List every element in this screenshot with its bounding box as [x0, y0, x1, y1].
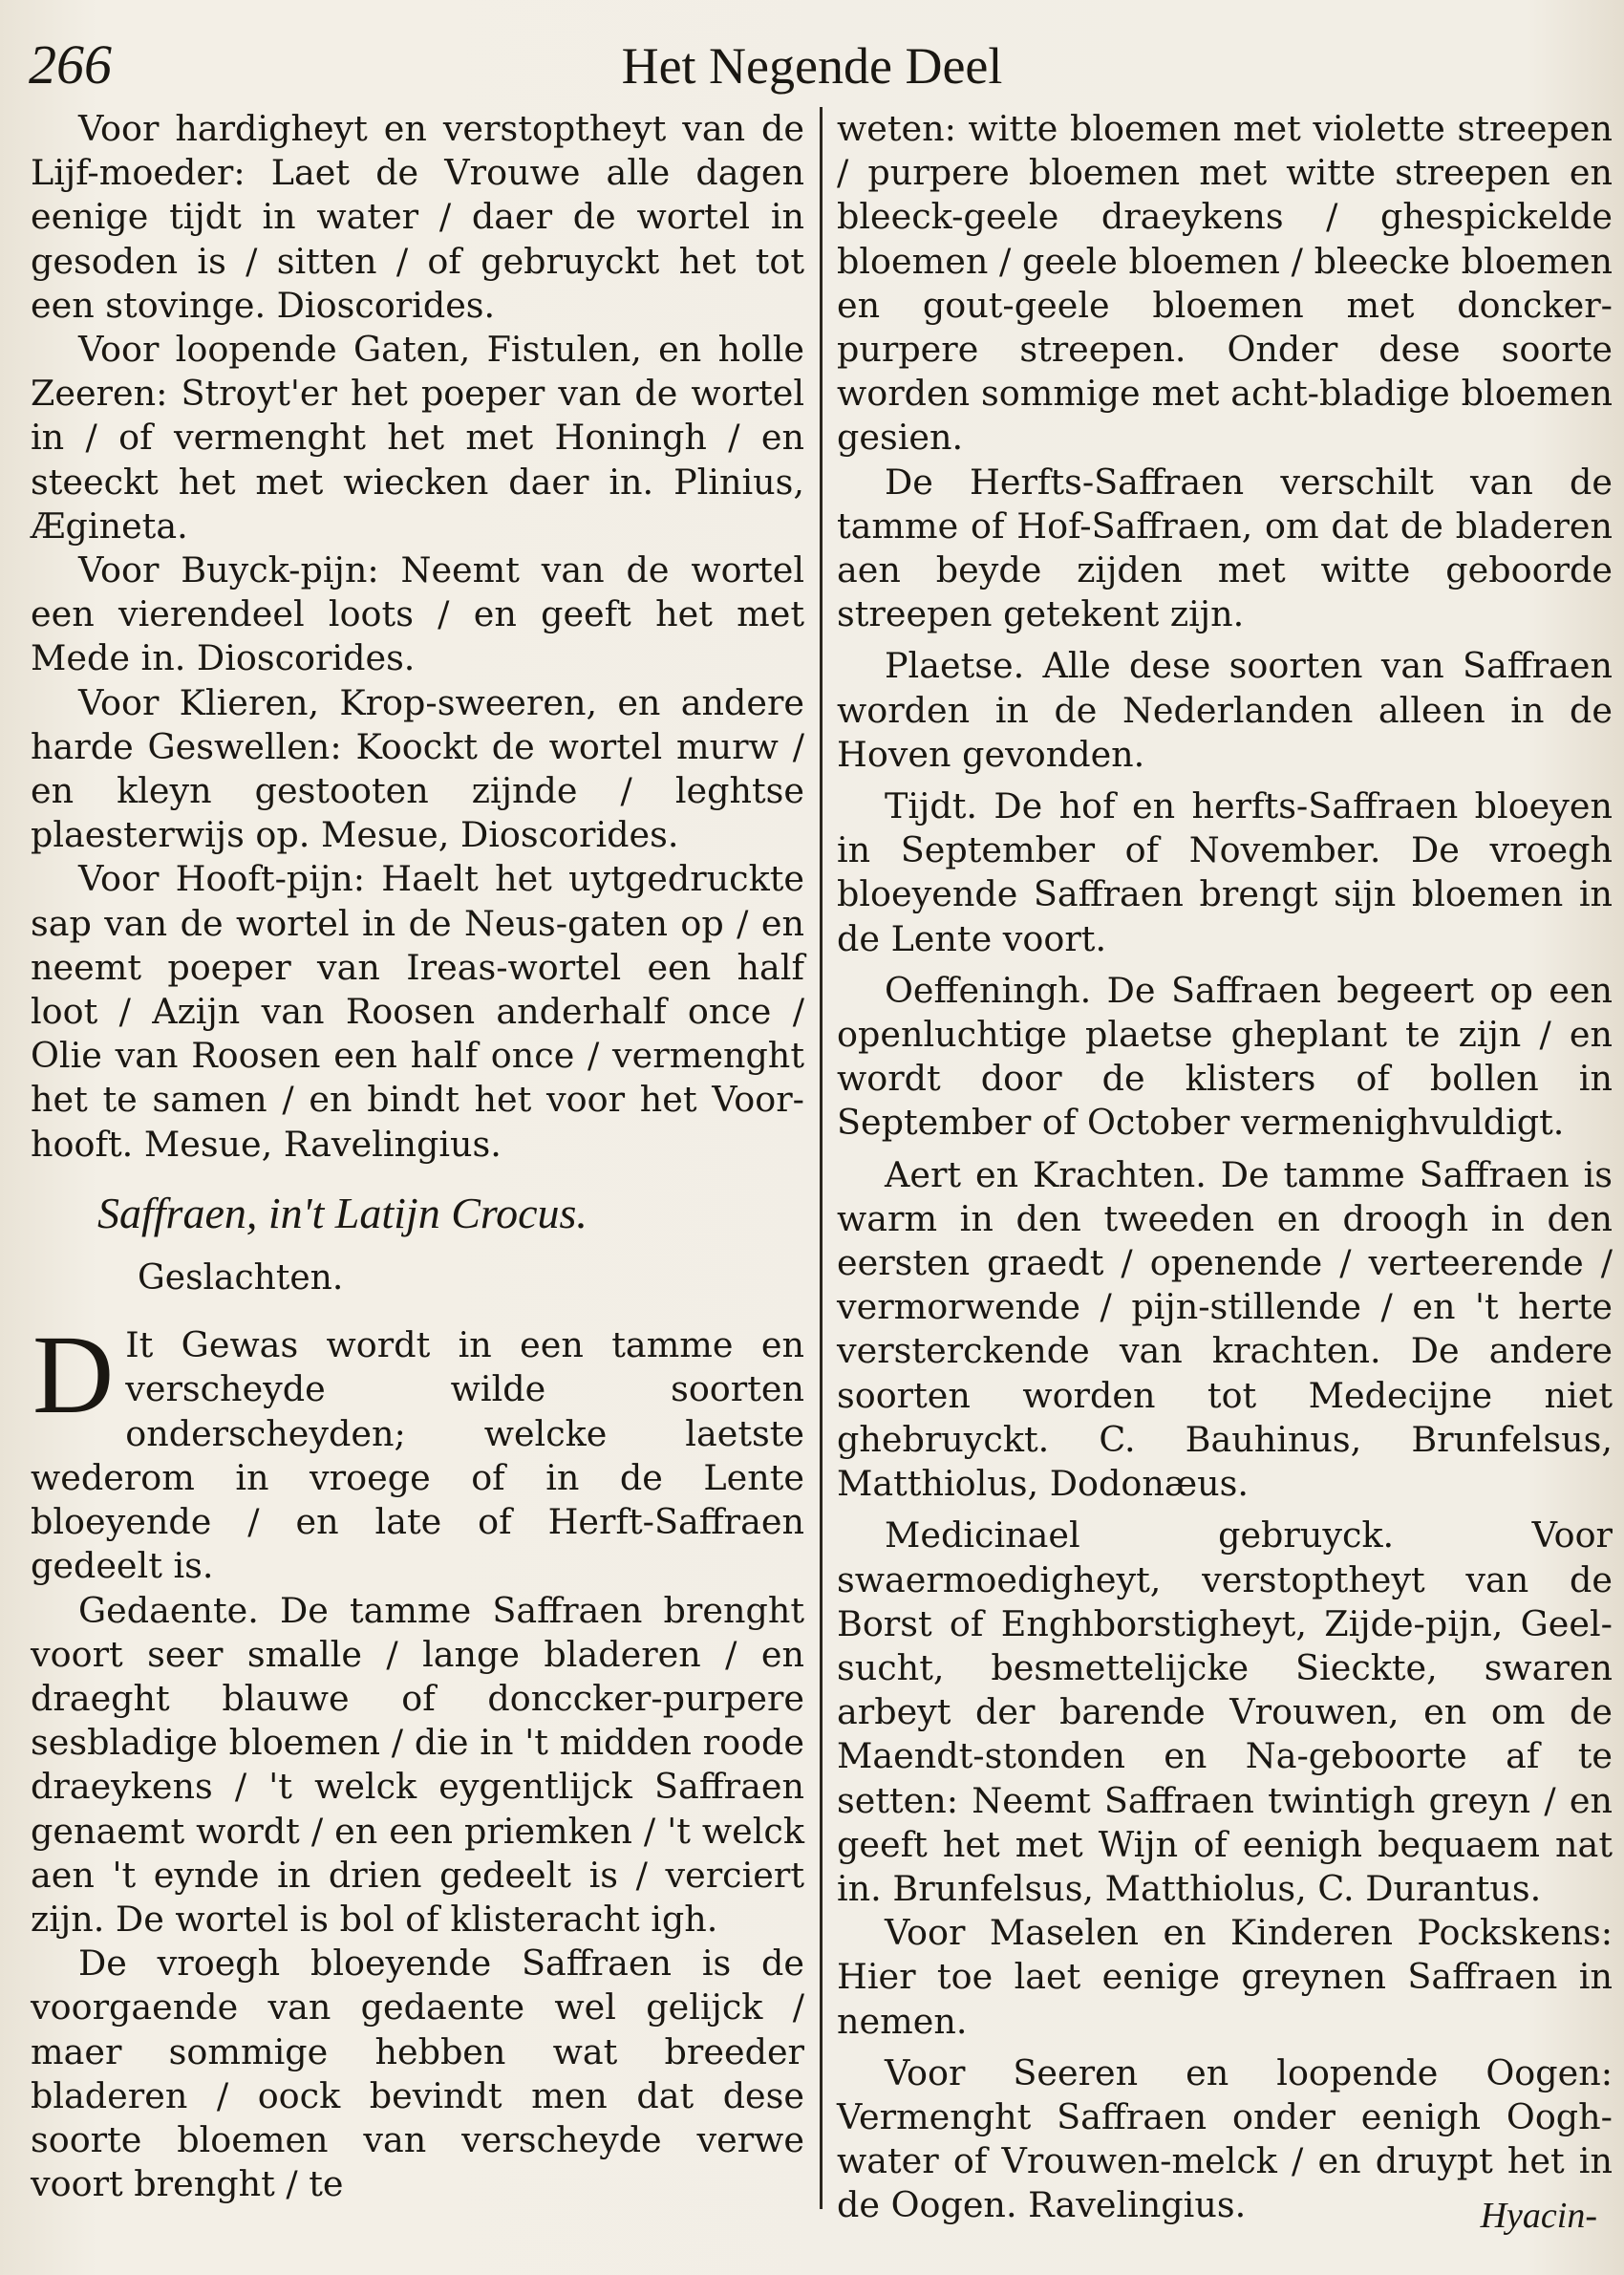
- section-title: Saffraen, in't Latijn Crocus.: [97, 1188, 588, 1237]
- paragraph: Oeffeningh. De Saffraen begeert op een openluchtige plaetse gheplant te zijn / en wordt door de klisters of bollen in September of October vermenighvuldigt.: [837, 969, 1613, 1144]
- subheading: Geslachten.: [138, 1258, 344, 1298]
- paragraph: Voor Hooft-pijn: Haelt het uytgedruckte sap van de wortel in de Neus-gaten op / en neemt poeper van Ireas-wortel een half loot / Azijn van Roosen anderhalf once / Olie van Roosen een half once / vermenght het te samen / en bindt het voor het Voor-hooft. Mesue, Ravelingius.: [31, 858, 804, 1165]
- dropcap-paragraph-text: It Gewas wordt in een tamme en verscheyde wilde soorten onderscheyden; welcke laetste wederom in vroege of in de Lente bloeyende / en late of Herft-Saffraen gedeelt is.: [31, 1324, 804, 1587]
- paragraph: Plaetse. Alle dese soorten van Saffraen worden in de Nederlanden alleen in de Hoven gevonden.: [837, 645, 1613, 775]
- paragraph: Gedaente. De tamme Saffraen brenght voort seer smalle / lange bladeren / en draeght blauwe of donccker-purpere sesbladige bloemen / die in 't midden roode draeykens / 't welck eygentlijck Saffraen genaemt wordt / en een priemken / 't welck aen 't eynde in drien gedeelt is / verciert zijn. De wortel is bol of klisteracht igh.: [31, 1589, 804, 1940]
- paragraph: weten: witte bloemen met violette streepen / purpere bloemen met witte streepen en bleeck-geele draeykens / ghespickelde bloemen / geele bloemen / bleecke bloemen en gout-geele bloemen met doncker-purpere streepen. Onder dese soorte worden sommige met acht-bladige bloemen gesien.: [837, 108, 1613, 459]
- paragraph: Tijdt. De hof en herfts-Saffraen bloeyen in September of November. De vroegh bloeyende Saffraen brengt sijn bloemen in de Lente voort.: [837, 785, 1613, 959]
- column-divider: [820, 107, 823, 2209]
- paragraph: De Herfts-Saffraen verschilt van de tamme of Hof-Saffraen, om dat de bladeren aen beyde zijden met witte geboorde streepen getekent zijn.: [837, 461, 1613, 635]
- left-column: [31, 107, 804, 2206]
- paragraph: Voor loopende Gaten, Fistulen, en holle Zeeren: Stroyt'er het poeper van de wortel in / of vermenght het met Honingh / en steeckt het met wiecken daer in. Plinius, Ægineta.: [31, 329, 804, 547]
- paragraph: Aert en Krachten. De tamme Saffraen is warm in den tweeden en droogh in den eersten graedt / openende / verteerende / vermorwende / pijn-stillende / en 't herte versterckende van krachten. De andere soorten worden tot Medecijne niet ghebruyckt. C. Bauhinus, Brunfelsus, Matthiolus, Dodonæus.: [837, 1153, 1613, 1505]
- catchword: Hyacin-: [1480, 2196, 1597, 2236]
- paragraph: Voor hardigheyt en verstoptheyt van de Lijf-moeder: Laet de Vrouwe alle dagen eenige tijdt in water / daer de wortel in gesoden is / sitten / of gebruyckt het tot een stovinge. Dioscorides.: [31, 108, 804, 326]
- paragraph: Medicinael gebruyck. Voor swaermoedigheyt, verstoptheyt van de Borst of Enghborstigheyt, Zijde-pijn, Geel-sucht, besmettelijcke Sieckte, swaren arbeyt der barende Vrouwen, en om de Maendt-stonden en Na-geboorte af te setten: Neemt Saffraen twintigh greyn / en geeft het met Wijn of eenigh bequaem nat in. Brunfelsus, Matthiolus, C. Durantus.: [837, 1514, 1613, 1909]
- paragraph: Voor Buyck-pijn: Neemt van de wortel een vierendeel loots / en geeft het met Mede in. Dioscorides.: [31, 549, 804, 679]
- running-head: [29, 32, 1595, 99]
- dropcap-paragraph: [31, 1312, 804, 1588]
- paragraph: Voor Seeren en loopende Oogen: Vermenght Saffraen onder eenigh Oogh-water of Vrouwen-melck / en druypt het in de Oogen. Ravelingius.: [837, 2051, 1613, 2226]
- paragraph: Voor Klieren, Krop-sweeren, en andere harde Geswellen: Koockt de wortel murw / en kleyn gestooten zijnde / leghtse plaesterwijs op. Mesue, Dioscorides.: [31, 681, 804, 856]
- page-number: 266: [29, 33, 112, 96]
- paragraph: De vroegh bloeyende Saffraen is de voorgaende van gedaente wel gelijck / maer sommige hebben wat breeder bladeren / oock bevindt men dat dese soorte bloemen van verscheyde verwe voort brenght / te: [31, 1942, 804, 2205]
- paragraph: Voor Maselen en Kinderen Pockskens: Hier toe laet eenige greynen Saffraen in nemen.: [837, 1912, 1613, 2042]
- right-column: [837, 107, 1613, 2228]
- dropcap-letter: D: [32, 1312, 115, 1438]
- page-heading: Het Negende Deel: [621, 37, 1003, 95]
